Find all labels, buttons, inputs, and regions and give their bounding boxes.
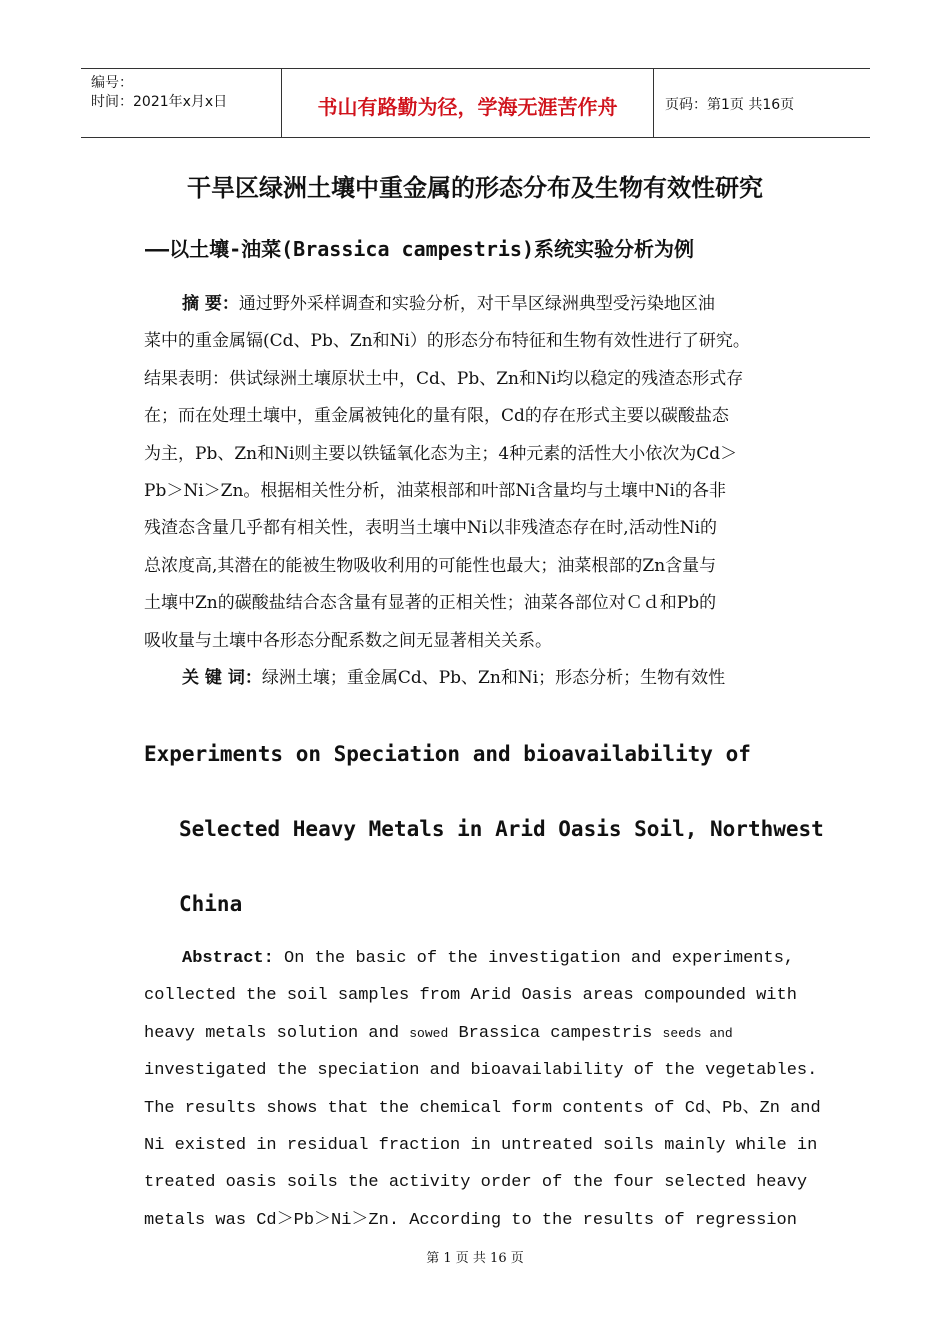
document-time-label: 时间：2021年x月x日: [91, 94, 228, 110]
paper-title: 干旱区绿洲土壤中重金属的形态分布及生物有效性研究: [187, 174, 763, 202]
header-motto-cell: [281, 69, 654, 137]
abstract-line: Pb＞Ni＞Zn。根据相关性分析，油菜根部和叶部Ni含量均与土壤中Ni的各非: [144, 480, 727, 501]
abstract-line: 菜中的重金属镉(Cd、Pb、Zn和Ni）的形态分布特征和生物有效性进行了研究。: [144, 331, 750, 352]
english-abstract: [144, 940, 821, 1239]
abstract-line: [144, 286, 809, 323]
chinese-abstract: [144, 286, 809, 697]
en-abstract-line: treated oasis soils the activity order of the four selected heavy: [144, 1173, 808, 1193]
en-abstract-line: collected the soil samples from Arid Oasis areas compounded with: [144, 986, 797, 1006]
en-abstract-line: [144, 1015, 821, 1052]
en-abstract-line: investigated the speciation and bioavailability of the vegetables.: [144, 1061, 818, 1081]
paper-subtitle: ——以土壤-油菜(Brassica campestris)系统实验分析为例: [145, 237, 694, 261]
page-footer: 第 1 页 共 16 页: [426, 1251, 524, 1266]
document-code-label: 编号：: [91, 75, 133, 91]
header-page-cell: [654, 69, 870, 137]
keywords-text: 绿洲土壤；重金属Cd、Pb、Zn和Ni；形态分析；生物有效性: [261, 667, 726, 688]
document-header: [81, 68, 870, 138]
header-page-info: 页码：第1页 共16页: [665, 97, 795, 113]
en-abstract-text: On the basic of the investigation and experiments,: [273, 949, 795, 968]
abstract-line: 总浓度高,其潜在的能被生物吸收利用的可能性也最大；油菜根部的Zn含量与: [144, 555, 717, 576]
abstract-label: 摘 要：: [182, 294, 239, 314]
keywords-label: 关 键 词：: [182, 667, 262, 688]
english-title-line-2: Selected Heavy Metals in Arid Oasis Soil, Northwest: [179, 817, 824, 841]
header-motto: 书山有路勤为径，学海无涯苦作舟: [317, 95, 618, 119]
abstract-line: 吸收量与土壤中各形态分配系数之间无显著相关关系。: [144, 630, 552, 651]
header-meta-cell: [81, 69, 281, 137]
abstract-line: 土壤中Zn的碳酸盐结合态含量有显著的正相关性；油菜各部位对Ｃｄ和Pb的: [144, 593, 717, 614]
abstract-line: 结果表明：供试绿洲土壤原状土中，Cd、Pb、Zn和Ni均以稳定的残渣态形式存: [144, 368, 744, 389]
en-abstract-line: Ni existed in residual fraction in untreated soils mainly while in: [144, 1135, 818, 1155]
en-abstract-text: Brassica campestris: [448, 1023, 663, 1043]
en-abstract-text: heavy metals solution and: [144, 1023, 410, 1043]
abstract-text: 通过野外采样调查和实验分析，对干旱区绿洲典型受污染地区油: [238, 294, 715, 314]
abstract-line: 在；而在处理土壤中，重金属被钝化的量有限，Cd的存在形式主要以碳酸盐态: [144, 406, 729, 427]
en-abstract-small-text: seeds and: [662, 1025, 733, 1041]
en-abstract-line: metals was Cd＞Pb＞Ni＞Zn. According to the results of regression: [144, 1210, 797, 1230]
en-abstract-small-text: sowed: [409, 1025, 449, 1041]
en-abstract-line: The results shows that the chemical form contents of Cd、Pb、Zn and: [144, 1098, 821, 1118]
english-title-line-3: China: [179, 892, 243, 916]
keywords-line: [144, 660, 809, 697]
english-title-line-1: Experiments on Speciation and bioavailability of: [144, 742, 751, 766]
en-abstract-line: [144, 940, 821, 977]
abstract-line: 残渣态含量几乎都有相关性，表明当土壤中Ni以非残渣态存在时,活动性Ni的: [144, 518, 718, 539]
en-abstract-label: Abstract:: [182, 949, 274, 968]
abstract-line: 为主，Pb、Zn和Ni则主要以铁锰氧化态为主；4种元素的活性大小依次为Cd＞: [144, 443, 738, 464]
